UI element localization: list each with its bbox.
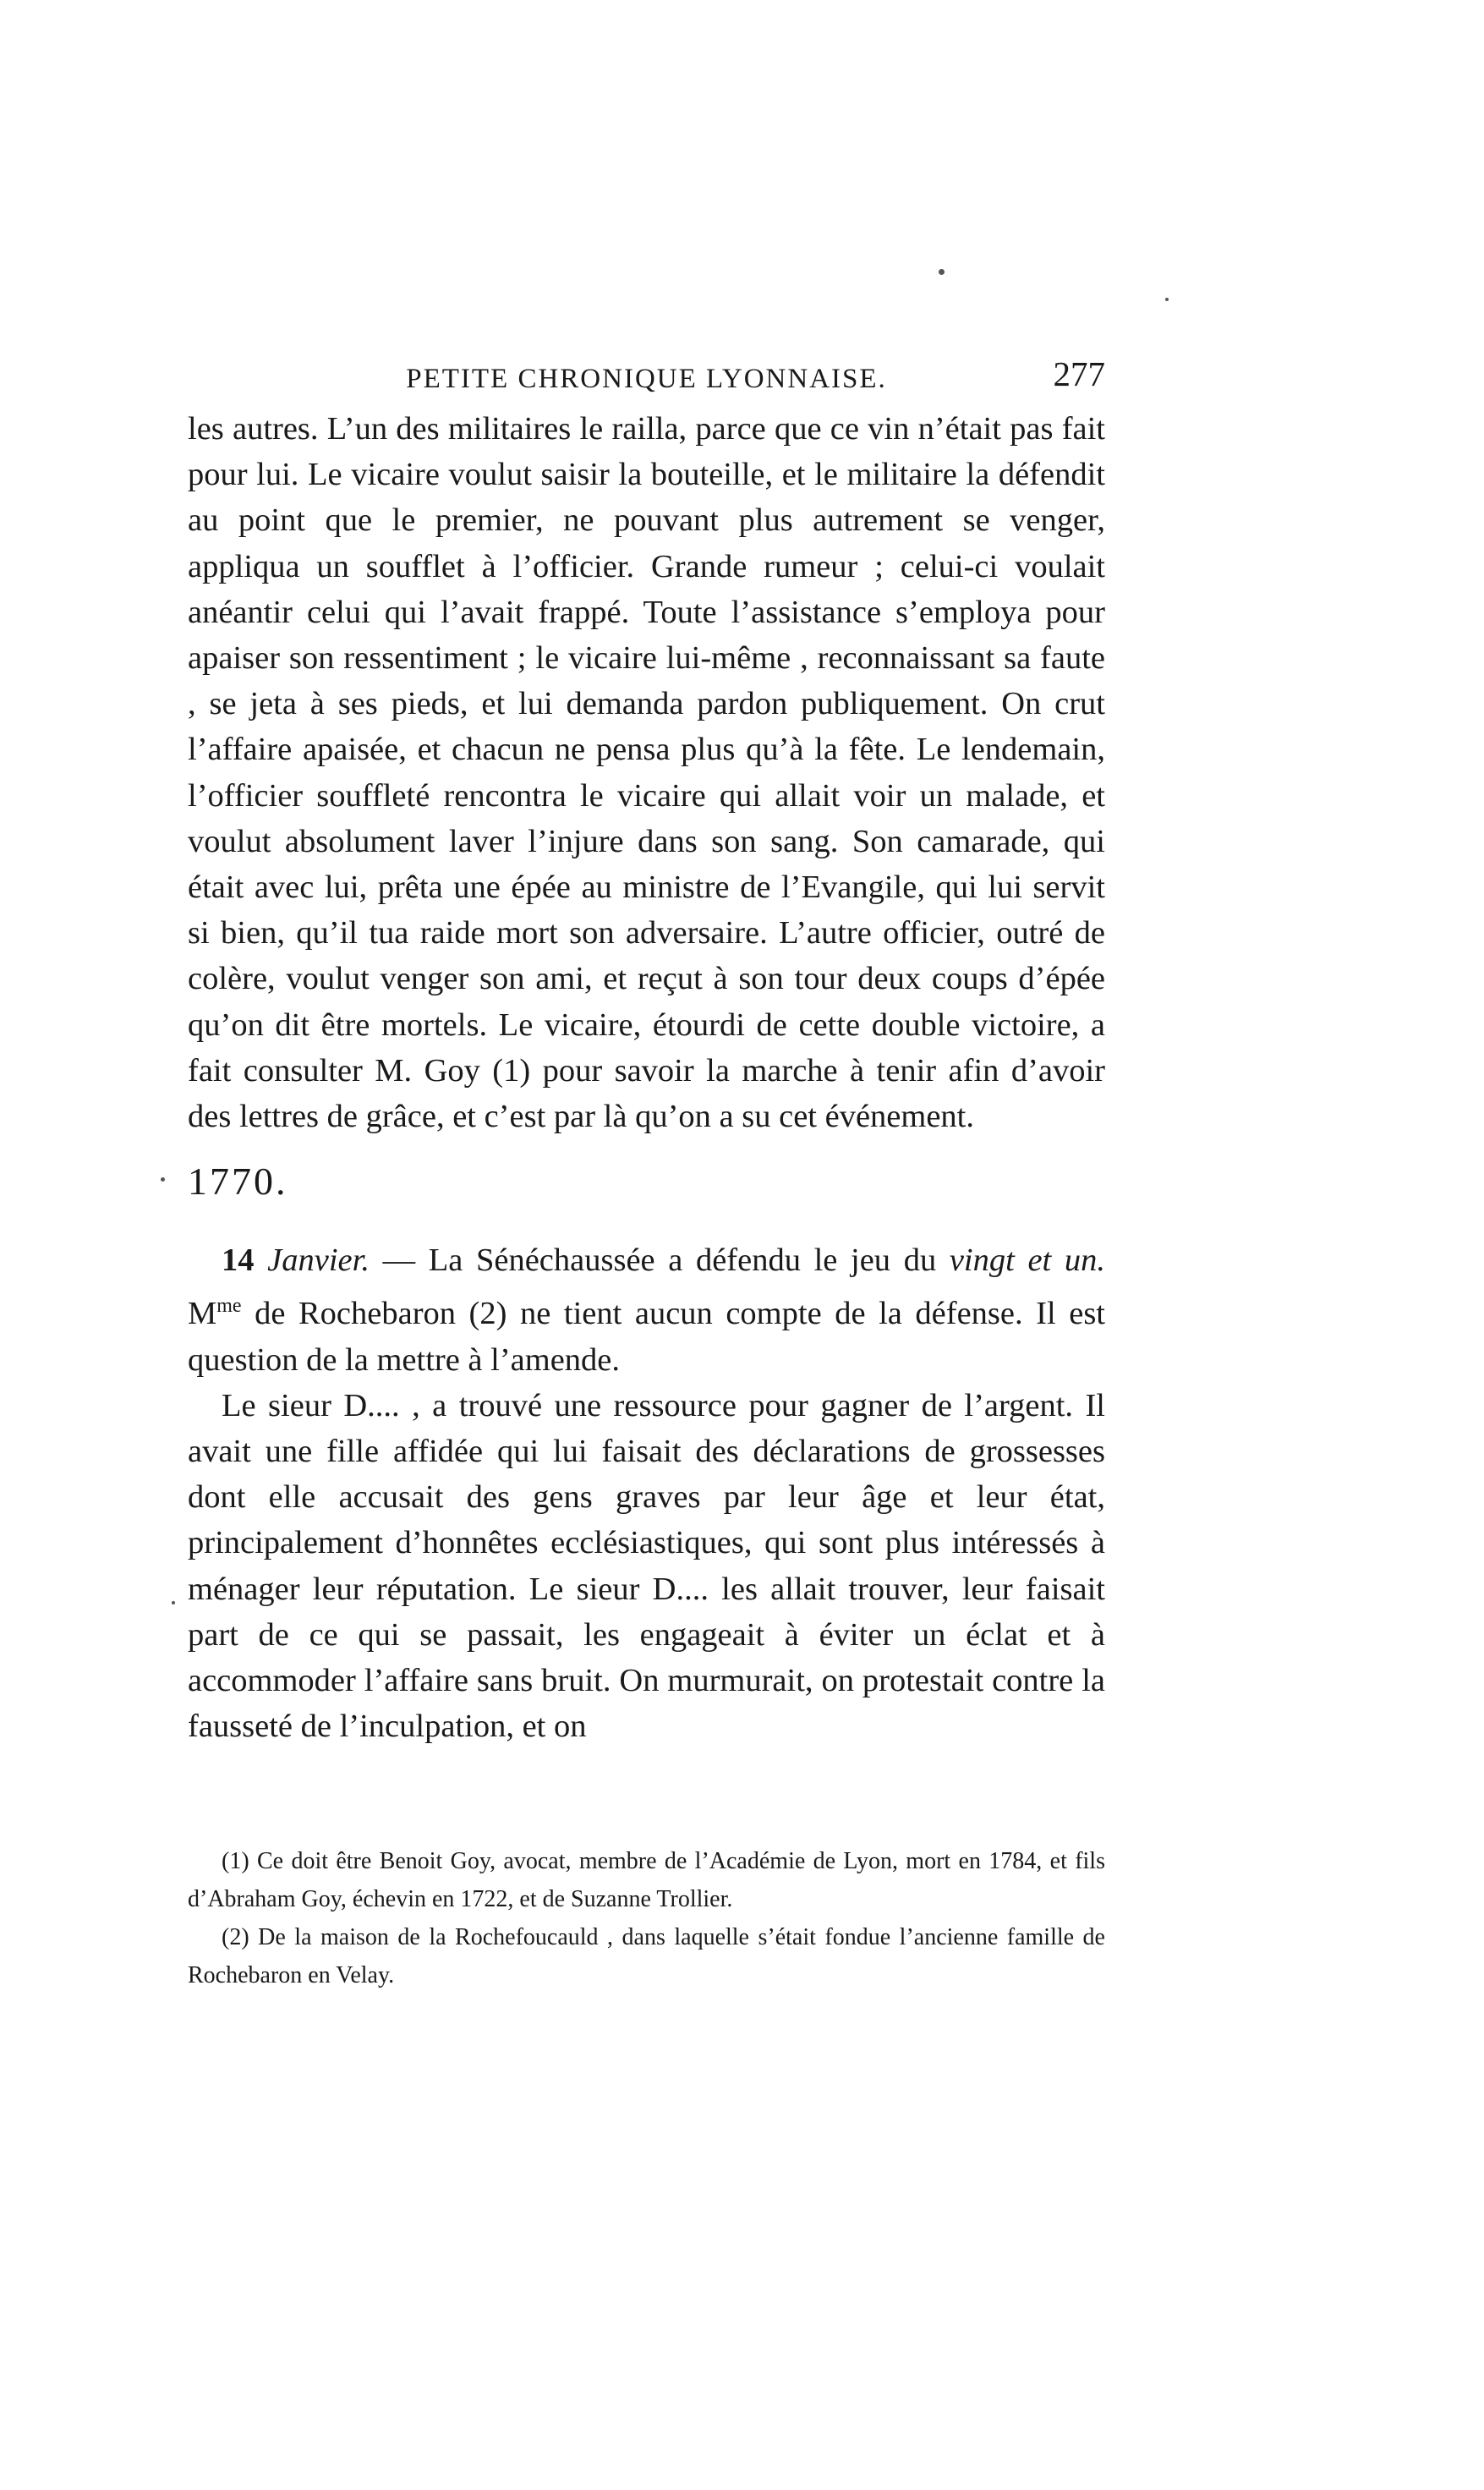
paragraph-sieur: Le sieur D.... , a trouvé une ressource pour gagner de l’argent. Il avait une fille affidée qui lui faisait des déclarations de grossesses dont elle accusait des gens graves par leur âge et leur état, principalement d’honnêtes ecclésiastiques, qui sont plus intéressés à ménager leur réputation. Le sieur D.... les allait trouver, leur faisait part de ce qui se passait, les engageait à éviter un éclat et à accommoder l’affaire sans bruit. On murmurait, on protestait contre la fausseté de l’inculpation, et on — [188, 1387, 1105, 1745]
entry-title-sup: me — [216, 1295, 242, 1318]
running-title: PETITE CHRONIQUE LYONNAISE. — [406, 364, 887, 394]
entry-title-m: M — [188, 1296, 217, 1332]
scan-speck — [939, 269, 945, 275]
entry-month: Janvier. — [267, 1242, 370, 1279]
footnotes — [188, 1842, 1105, 1994]
scan-speck — [172, 1601, 175, 1604]
running-head — [188, 352, 1105, 403]
year-heading: 1770. — [188, 1160, 288, 1204]
body-text — [188, 406, 1105, 1749]
page-number: 277 — [1053, 354, 1105, 393]
scan-speck — [161, 1177, 165, 1182]
entry-rest: de Rochebaron (2) ne tient aucun compte de la défense. Il est question de la mettre à l’amende. — [188, 1296, 1105, 1378]
scan-speck — [1165, 298, 1169, 301]
entry-game: vingt et un. — [949, 1242, 1105, 1279]
paragraph-continuation: les autres. L’un des militaires le railla, parce que ce vin n’était pas fait pour lui. Le vicaire voulut saisir la bouteille, et le militaire la défendit au point que le premier, ne pouvant plus autrement se venger, appliqua un soufflet à l’officier. Grande rumeur ; celui-ci voulait anéantir celui qui l’avait frappé. Toute l’assistance s’employa pour apaiser son ressentiment ; le vicaire lui-même , reconnaissant sa faute , se jeta à ses pieds, et lui demanda pardon publiquement. On crut l’affaire apaisée, et chacun ne pensa plus qu’à la fête. Le lendemain, l’officier souffleté rencontra le vicaire qui allait voir un malade, et voulut absolument laver l’injure dans son sang. Son camarade, qui était avec lui, prêta une épée au ministre de l’Evangile, qui lui servit si bien, qu’il tua raide mort son adversaire. L’autre officier, outré de colère, voulut venger son ami, et reçut à son tour deux coups d’épée qu’on dit être mortels. Le vicaire, étourdi de cette double victoire, a fait consulter M. Goy (1) pour savoir la marche à tenir afin d’avoir des lettres de grâce, et c’est par là qu’on a su cet événement. — [188, 411, 1105, 1135]
footnote-2: (2) De la maison de la Rochefoucauld , dans laquelle s’était fondue l’ancienne famille de Rochebaron en Velay. — [188, 1924, 1105, 1988]
entry-paragraph — [188, 1237, 1105, 1383]
footnote-1: (1) Ce doit être Benoit Goy, avocat, membre de l’Académie de Lyon, mort en 1784, et fils d’Abraham Goy, échevin en 1722, et de Suzanne Trollier. — [188, 1848, 1105, 1912]
entry-dash-text: — La Sénéchaussée a défendu le jeu du — [369, 1242, 950, 1279]
entry-date: 14 — [222, 1242, 255, 1279]
